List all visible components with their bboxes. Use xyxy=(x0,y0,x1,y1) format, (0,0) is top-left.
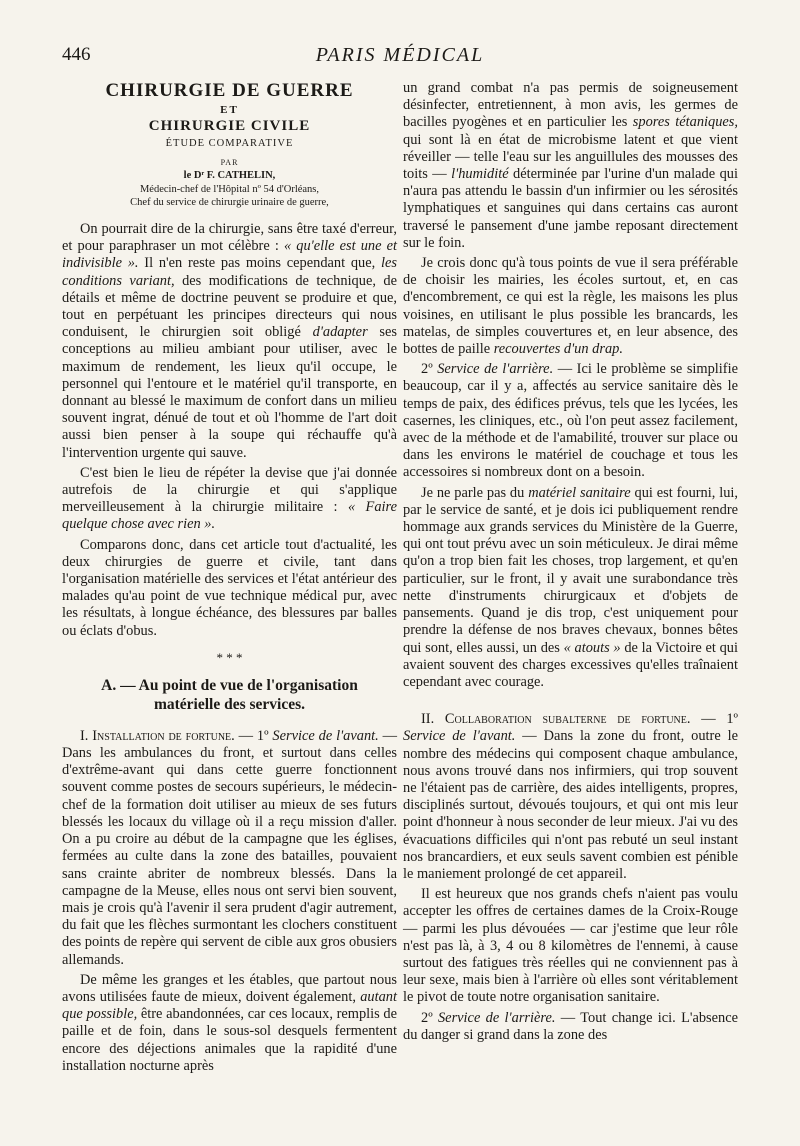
paragraph: II. Collaboration subalterne de fortune. — 1º Service de l'avant. — Dans la zone du front, outre le nombre des médecins qui composent chaque ambulance, nous avons trouvé dans nos infirmiers, qui trop souvent ne l'étaient pas de carrière, des aides intelligents, propres, disciplinés surtout, dévoués toujours, et qui ont mis leur point d'honneur à nous seconder de leur mieux. J'ai vu des évacuations difficiles qui n'ont pas rebuté un seul instant nos brancardiers, et eux seuls savent combien est pénible le maniement prolongé de cet appareil. xyxy=(403,711,739,882)
page-number: 446 xyxy=(62,44,91,65)
paragraph: I. Installation de fortune. — 1º Service de l'avant. — Dans les ambulances du front, et surtout dans celles d'extrême-avant qui dans cette guerre fonctionnent souvent comme postes de secours supérieurs, le médecin-chef de la formation doit utiliser au mieux de ses futurs blessés les locaux du village où il a reçu mission d'aller. On a pu croire au début de la campagne que les églises, fermées au culte dans la zone des batailles, pouvaient sans crainte abriter de nombreux blessés. Dans la campagne de la Meuse, elles nous ont servi bien souvent, mais je crois qu'à l'avenir il sera prudent d'agir autrement, du fait que les flèches surmontant les clochers constituent des points de repère qui servent de cible aux gros obusiers allemands. xyxy=(62,727,397,968)
paragraph: Il est heureux que nos grands chefs n'aient pas voulu accepter les offres de certaines dames de la Croix-Rouge — parmi les plus dévouées — car j'estime que leur rôle n'est pas là, à 3, 4 ou 8 kilomètres de l'ennemi, à cause surtout des fatigues très réelles qui ne conviennent pas à leur sexe, mais bien à l'arrière où elles sont véritablement le pivot de toute notre organisation sanitaire. xyxy=(403,886,738,1006)
section-title: A. — Au point de vue de l'organisation matérielle des services. xyxy=(101,676,358,713)
paragraph: On pourrait dire de la chirurgie, sans être taxé d'erreur, et pour paraphraser un mot célèbre : « qu'elle est une et indivisible ». Il n'en reste pas moins cependant que, les conditions variant, des modifications de technique, de détails et même de doctrine peuvent se produire et que, tout en perpétuant les principes directeurs qui nous conduisent, le chirurgien soit obligé d'adapter ses conceptions au milieu ambiant pour utiliser, avec le maximum de rendement, les lieux qu'il occupe, le personnel qui l'entoure et le matériel qu'il transporte, en donnant au blessé le maximum de confort dans un milieu souvent ingrat, dénué de tout et où l'homme de l'art doit aussi bien penser à la soupe qui réchauffe qu'à l'intervention urgente qui sauve. xyxy=(62,221,397,461)
paragraph: Comparons donc, dans cet article tout d'actualité, les deux chirurgies de guerre et civile, tant dans l'organisation matérielle des services et l'état antérieur des malades qu'au point de vue technique médical pur, avec les résultats, à longue échéance, des blessures par balles ou éclats d'obus. xyxy=(62,536,397,639)
paragraph: 2º Service de l'arrière. — Ici le problème se simplifie beaucoup, car il y a, affectés au service sanitaire dès le temps de paix, des édifices prévus, tels que les lycées, les casernes, les cliniques, etc., où l'on peut assez facilement, avec de la méthode et de l'amabilité, trouver sur place ou dans les environs le matériel de couchage et tous les accessoires si nombreux dont on a besoin. xyxy=(403,361,738,481)
article-title-block xyxy=(62,80,397,209)
author-affiliation-2: Chef du service de chirurgie urinaire de guerre, xyxy=(130,197,329,208)
paragraph: 2º Service de l'arrière. — Tout change ici. L'absence du danger si grand dans la zone des xyxy=(403,1009,738,1043)
article-title-line1: CHIRURGIE DE GUERRE xyxy=(105,80,354,101)
article-title-et: ET xyxy=(220,104,239,116)
paragraph: De même les granges et les étables, que partout nous avons utilisées faute de mieux, doivent également, autant que possible, être abandonnées, car ces locaux, remplis de paille et de foin, dans le sous-sol desquels fermentent encore des déjections animales que la rapidité d'une installation nocturne après xyxy=(62,971,397,1074)
article-author: le Dʳ F. CATHELIN, xyxy=(183,170,276,181)
paragraph: un grand combat n'a pas permis de soigneusement désinfecter, entretiennent, à mon avis, les germes de bacilles pyogènes et en particulier les spores tétaniques, qui sont là en état de microbisme latent et que vient réveiller — telle l'eau sur les anguillules des mousses des toits — l'humidité déterminée par l'urine d'un malade qui n'aura pas attendu le bassin d'un infirmier ou les sérosités lymphatiques et sanguines qui dans certains cas auront traversé le pansement d'une jambe reposant directement sur le foin. xyxy=(403,80,738,251)
journal-title: PARIS MÉDICAL xyxy=(315,44,485,66)
asterism-separator: * * * xyxy=(216,649,243,665)
paragraph: Je crois donc qu'à tous points de vue il sera préférable de choisir les mairies, les écoles surtout, et, en cas d'encombrement, ce qui est la règle, les maisons les plus voisines, en utilisant le plus possible les brancards, les matelas, de simples couvertures et, en leur absence, des bottes de paille recouvertes d'un drap. xyxy=(403,255,738,358)
left-column xyxy=(62,80,397,1075)
right-column xyxy=(403,80,738,1044)
article-subtitle: ÉTUDE COMPARATIVE xyxy=(165,138,294,149)
article-par: PAR xyxy=(220,158,239,167)
paragraph: C'est bien le lieu de répéter la devise que j'ai donnée autrefois de la chirurgie et qui s'applique merveilleusement à la chirurgie militaire : « Faire quelque chose avec rien ». xyxy=(62,464,397,533)
author-affiliation-1: Médecin-chef de l'Hôpital nº 54 d'Orléans, xyxy=(139,184,320,195)
page-header xyxy=(0,44,800,70)
paragraph: Je ne parle pas du matériel sanitaire qui est fourni, lui, par le service de santé, et je dois ici publiquement rendre hommage aux grands services du Ministère de la Guerre, qui ont tout prévu avec un soin méticuleux. Je dirai même qu'on a trop bien fait les choses, trop largement, et qu'en particulier, sur le front, il y avait une surabondance très nette d'instruments chirurgicaux et d'objets de pansements. Quand je dis trop, c'est uniquement pour prendre la défense de nos braves chevaux, bonnes bêtes qui sont, elles aussi, un des « atouts » de la Victoire et qui avaient souvent des charges excessives qu'elles traînaient cependant avec courage. xyxy=(403,484,738,690)
article-title-line2: CHIRURGIE CIVILE xyxy=(148,118,311,134)
